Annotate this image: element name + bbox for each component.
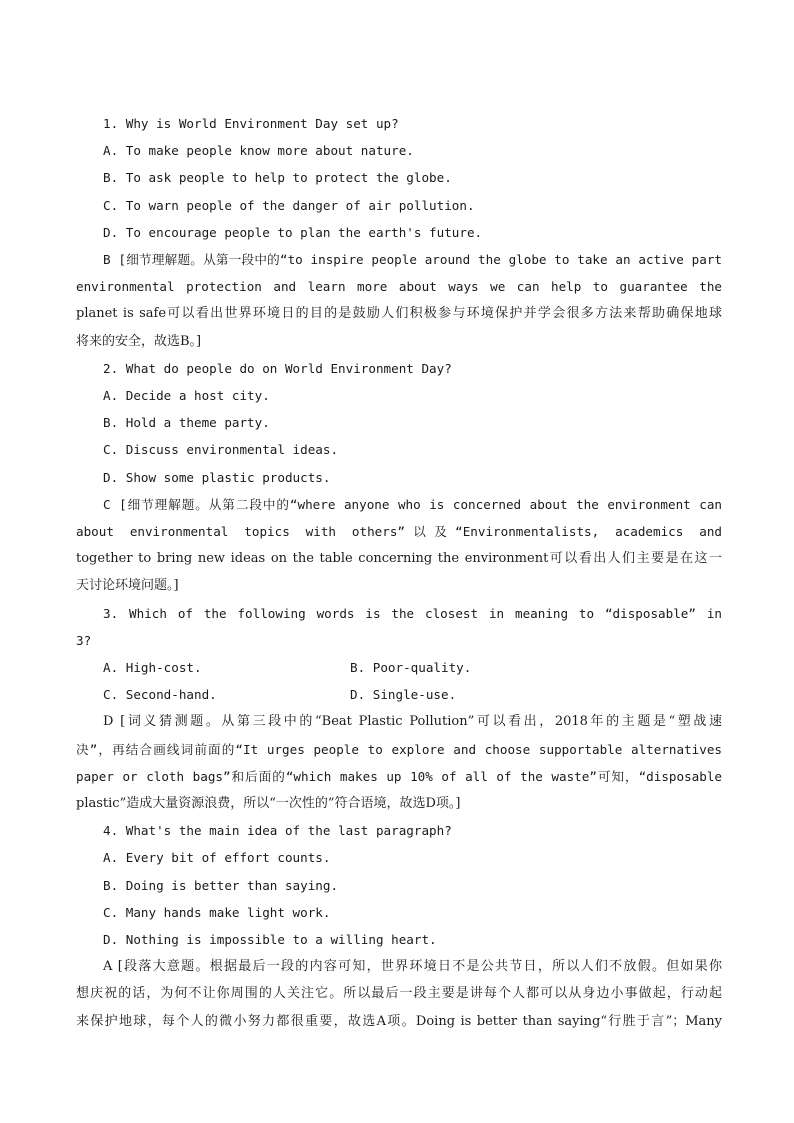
question-1-stem: 1. Why is World Environment Day set up?	[103, 116, 399, 131]
question-1-option-b: B. To ask people to help to protect the globe.	[103, 170, 452, 186]
question-3-stem: 3. Which of the following words is the closest in meaning to “disposable” in	[103, 605, 722, 621]
question-4-option-c: C. Many hands make light work.	[103, 904, 331, 920]
question-3-stem-cont: 3?	[76, 632, 92, 648]
question-4-option-d: D. Nothing is impossible to a willing heart.	[103, 931, 437, 947]
question-2-stem: 2. What do people do on World Environment Day?	[103, 360, 452, 376]
question-2-analysis-line: 天讨论环境问题。]	[76, 578, 179, 594]
question-2-option-b: B. Hold a theme party.	[103, 415, 270, 431]
question-2-analysis-line: C [细节理解题。从第二段中的“where anyone who is concerned about the environment can	[103, 496, 722, 512]
question-4-stem: 4. What's the main idea of the last paragraph?	[103, 823, 452, 839]
question-4-analysis-line: A [段落大意题。根据最后一段的内容可知，世界环境日不是公共节日，所以人们不放假。但如果你	[103, 959, 722, 975]
question-3-analysis-line: plastic”造成大量资源浪费，所以“一次性的”符合语境，故选D项。]	[76, 795, 461, 811]
question-2-option-a: A. Decide a host city.	[103, 387, 270, 403]
question-2-analysis-line: together to bring new ideas on the table concerning the environment可以看出人们主要是在这一	[76, 551, 722, 567]
question-3-analysis-line: D [词义猜测题。从第三段中的“Beat Plastic Pollution”可以看出，2018年的主题是“塑战速	[103, 714, 722, 730]
question-3-analysis-line: paper or cloth bags”和后面的“which makes up 10% of all of the waste”可知，“disposable	[76, 768, 722, 784]
question-1-analysis-line: environmental protection and learn more about ways we can help to guarantee the	[76, 279, 722, 295]
question-2-analysis-line: about environmental topics with others”以及“Environmentalists, academics and	[76, 523, 722, 539]
question-4-option-b: B. Doing is better than saying.	[103, 877, 339, 893]
question-4-analysis-line: 想庆祝的话，为何不让你周围的人关注它。所以最后一段主要是讲每个人都可以从身边小事做起，行动起	[76, 986, 722, 1002]
question-3-options-row	[76, 654, 722, 681]
question-3-option-d: D. Single-use.	[350, 687, 457, 703]
question-1-analysis-line: B [细节理解题。从第一段中的“to inspire people around the globe to take an active part	[103, 252, 722, 268]
question-1-option-c: C. To warn people of the danger of air pollution.	[103, 197, 475, 213]
question-1-option-a: A. To make people know more about nature.	[103, 143, 414, 159]
question-1-analysis-line: planet is safe可以看出世界环境日的目的是鼓励人们积极参与环境保护并学会很多方法来帮助确保地球	[76, 306, 722, 322]
question-3-option-a: A. High-cost.	[103, 659, 202, 675]
question-3-option-c: C. Second-hand.	[103, 687, 217, 703]
question-1-analysis-line: 将来的安全，故选B。]	[76, 333, 202, 349]
question-3-analysis-line: 决”，再结合画线词前面的“It urges people to explore and choose supportable alternatives	[76, 741, 722, 757]
question-4-option-a: A. Every bit of effort counts.	[103, 850, 331, 866]
question-2-option-c: C. Discuss environmental ideas.	[103, 442, 339, 458]
question-3-option-b: B. Poor-quality.	[350, 659, 472, 675]
question-3-options-row	[76, 681, 722, 708]
question-2-option-d: D. Show some plastic products.	[103, 469, 331, 485]
question-1-option-d: D. To encourage people to plan the earth's future.	[103, 224, 483, 240]
question-4-analysis-line: 来保护地球，每个人的微小努力都很重要，故选A项。Doing is better than saying“行胜于言”；Many	[76, 1013, 722, 1029]
